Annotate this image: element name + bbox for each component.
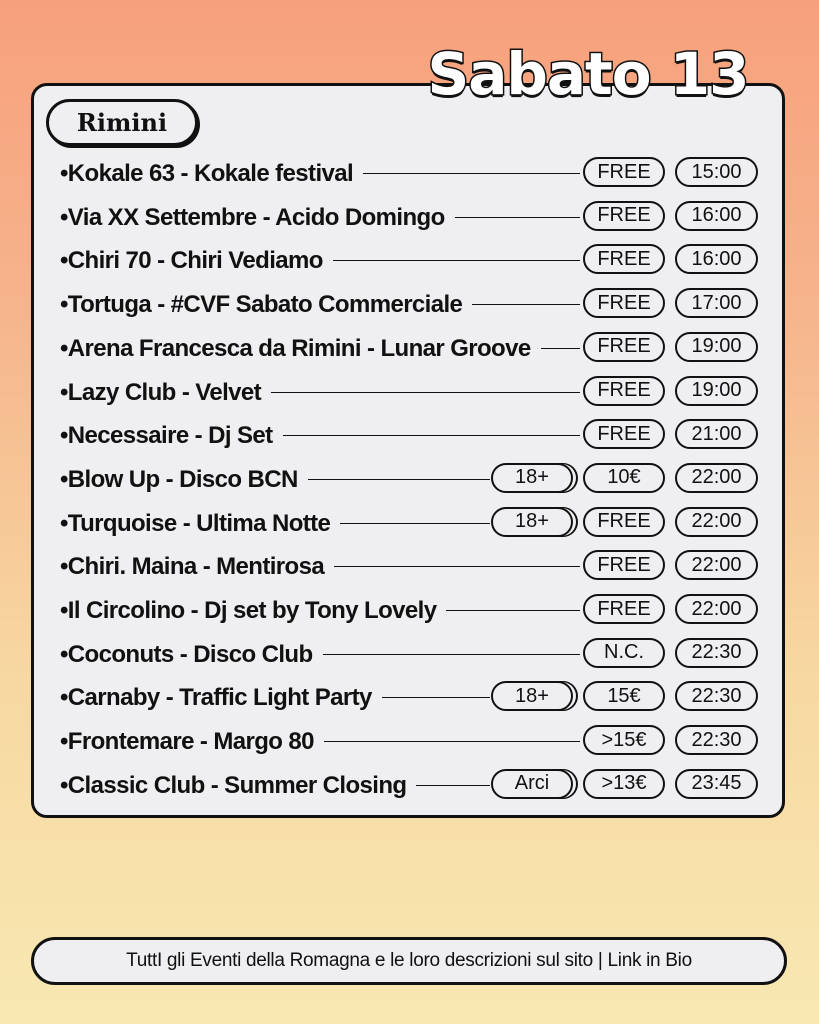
event-row[interactable] — [60, 550, 760, 584]
city-badge: Rimini — [46, 99, 198, 146]
event-name: •Necessaire - Dj Set — [60, 419, 283, 453]
event-name: •Via XX Settembre - Acido Domingo — [60, 201, 455, 235]
event-name: •Turquoise - Ultima Notte — [60, 507, 340, 541]
time-badge: 22:00 — [675, 463, 758, 493]
time-badge: 22:00 — [675, 507, 758, 537]
event-row[interactable] — [60, 419, 760, 453]
time-badge: 19:00 — [675, 376, 758, 406]
age-tag-badge: 18+ — [491, 681, 573, 711]
price-badge: 10€ — [583, 463, 665, 493]
event-name: •Tortuga - #CVF Sabato Commerciale — [60, 288, 472, 322]
event-row[interactable] — [60, 288, 760, 322]
event-row[interactable] — [60, 463, 760, 497]
event-row[interactable] — [60, 594, 760, 628]
time-badge: 21:00 — [675, 419, 758, 449]
price-badge: FREE — [583, 244, 665, 274]
event-name: •Classic Club - Summer Closing — [60, 769, 416, 803]
time-badge: 22:30 — [675, 681, 758, 711]
price-badge: FREE — [583, 376, 665, 406]
event-row[interactable] — [60, 376, 760, 410]
price-badge: FREE — [583, 419, 665, 449]
time-badge: 22:00 — [675, 594, 758, 624]
event-name: •Frontemare - Margo 80 — [60, 725, 324, 759]
leader-line — [260, 392, 580, 393]
event-row[interactable] — [60, 638, 760, 672]
time-badge: 16:00 — [675, 201, 758, 231]
event-row[interactable] — [60, 769, 760, 803]
event-row[interactable] — [60, 244, 760, 278]
event-row[interactable] — [60, 332, 760, 366]
time-badge: 17:00 — [675, 288, 758, 318]
time-badge: 19:00 — [675, 332, 758, 362]
event-name: •Arena Francesca da Rimini - Lunar Groove — [60, 332, 541, 366]
time-badge: 22:30 — [675, 638, 758, 668]
age-tag-badge: Arci — [491, 769, 573, 799]
price-badge: >15€ — [583, 725, 665, 755]
price-badge: FREE — [583, 594, 665, 624]
time-badge: 15:00 — [675, 157, 758, 187]
event-row[interactable] — [60, 725, 760, 759]
page-title: Sabato 13 — [427, 40, 749, 108]
event-name: •Coconuts - Disco Club — [60, 638, 323, 672]
event-row[interactable] — [60, 507, 760, 541]
event-name: •Chiri 70 - Chiri Vediamo — [60, 244, 333, 278]
age-tag-badge: 18+ — [491, 463, 573, 493]
event-name: •Chiri. Maina - Mentirosa — [60, 550, 334, 584]
age-tag-badge: 18+ — [491, 507, 573, 537]
leader-line — [260, 435, 580, 436]
event-name: •Lazy Club - Velvet — [60, 376, 271, 410]
footer-banner[interactable]: TuttI gli Eventi della Romagna e le loro descrizioni sul sito | Link in Bio — [31, 937, 787, 985]
price-badge: N.C. — [583, 638, 665, 668]
price-badge: >13€ — [583, 769, 665, 799]
price-badge: FREE — [583, 157, 665, 187]
event-name: •Il Circolino - Dj set by Tony Lovely — [60, 594, 446, 628]
event-row[interactable] — [60, 201, 760, 235]
price-badge: FREE — [583, 507, 665, 537]
time-badge: 16:00 — [675, 244, 758, 274]
event-name: •Kokale 63 - Kokale festival — [60, 157, 363, 191]
event-row[interactable] — [60, 157, 760, 191]
event-name: •Carnaby - Traffic Light Party — [60, 681, 382, 715]
price-badge: FREE — [583, 201, 665, 231]
price-badge: FREE — [583, 332, 665, 362]
event-name: •Blow Up - Disco BCN — [60, 463, 308, 497]
price-badge: FREE — [583, 550, 665, 580]
time-badge: 22:30 — [675, 725, 758, 755]
event-row[interactable] — [60, 681, 760, 715]
price-badge: FREE — [583, 288, 665, 318]
time-badge: 22:00 — [675, 550, 758, 580]
time-badge: 23:45 — [675, 769, 758, 799]
price-badge: 15€ — [583, 681, 665, 711]
